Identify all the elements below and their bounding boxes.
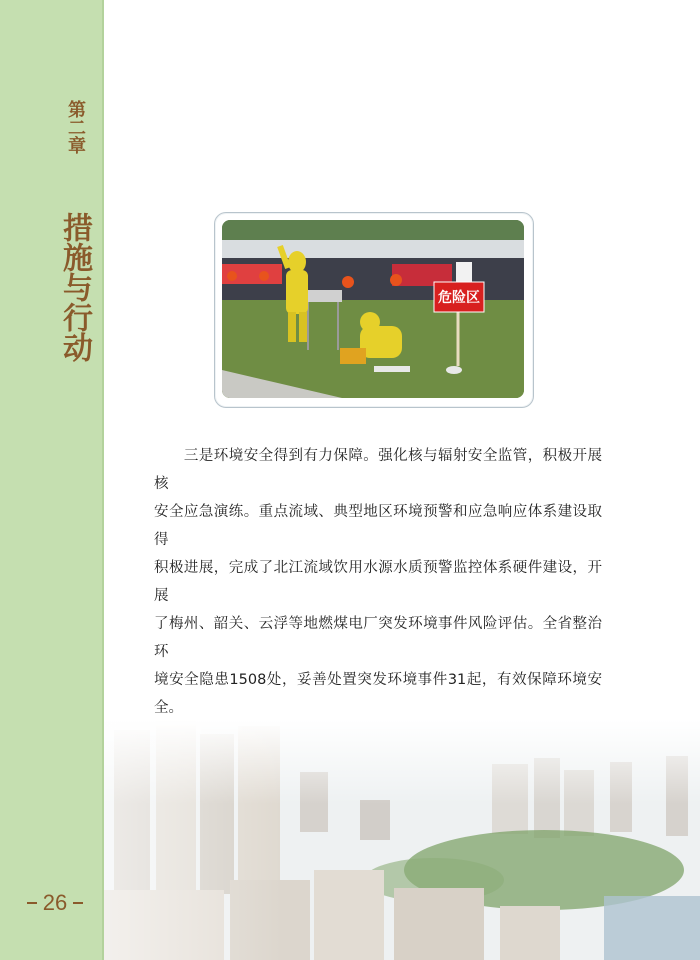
hazmat-suit-kneeling [360,326,402,358]
cityscape-illustration [104,720,700,960]
body-line: 了梅州、韶关、云浮等地燃煤电厂突发环境事件风险评估。全省整治环 [154,616,602,660]
hazmat-leg [288,312,296,342]
body-line: 积极进展，完成了北江流域饮用水源水质预警监控体系硬件建设，开展 [154,560,602,604]
marker [342,276,354,288]
chapter-title: 措施与行动 [57,212,92,362]
page-number-text: 26 [42,890,68,915]
hazmat-head [288,251,306,273]
cityscape-background [104,720,700,960]
body-paragraph [154,442,602,722]
body-line: 安全应急演练。重点流域、典型地区环境预警和应急响应体系建设取得 [154,504,602,548]
marker [390,274,402,286]
sample-case [340,348,366,364]
marker [227,271,237,281]
body-line: 三是环境安全得到有力保障。强化核与辐射安全监管，积极开展核 [154,448,602,492]
page-number-dash-left [27,902,37,904]
drill-photo [222,220,524,398]
page-number-dash-right [73,902,83,904]
chapter-number: 第二章 [65,100,86,154]
hazmat-suit-standing [286,270,308,314]
sign-base [446,366,462,374]
body-line: 境安全隐患1508处，妥善处置突发环境事件31起，有效保障环境安全。 [154,672,602,716]
hazmat-leg [299,312,307,342]
page-number [20,886,90,920]
danger-sign-text: 危险区 [438,290,480,306]
marker [259,271,269,281]
drill-photo-illustration [222,220,524,398]
sample-tube [374,366,410,372]
